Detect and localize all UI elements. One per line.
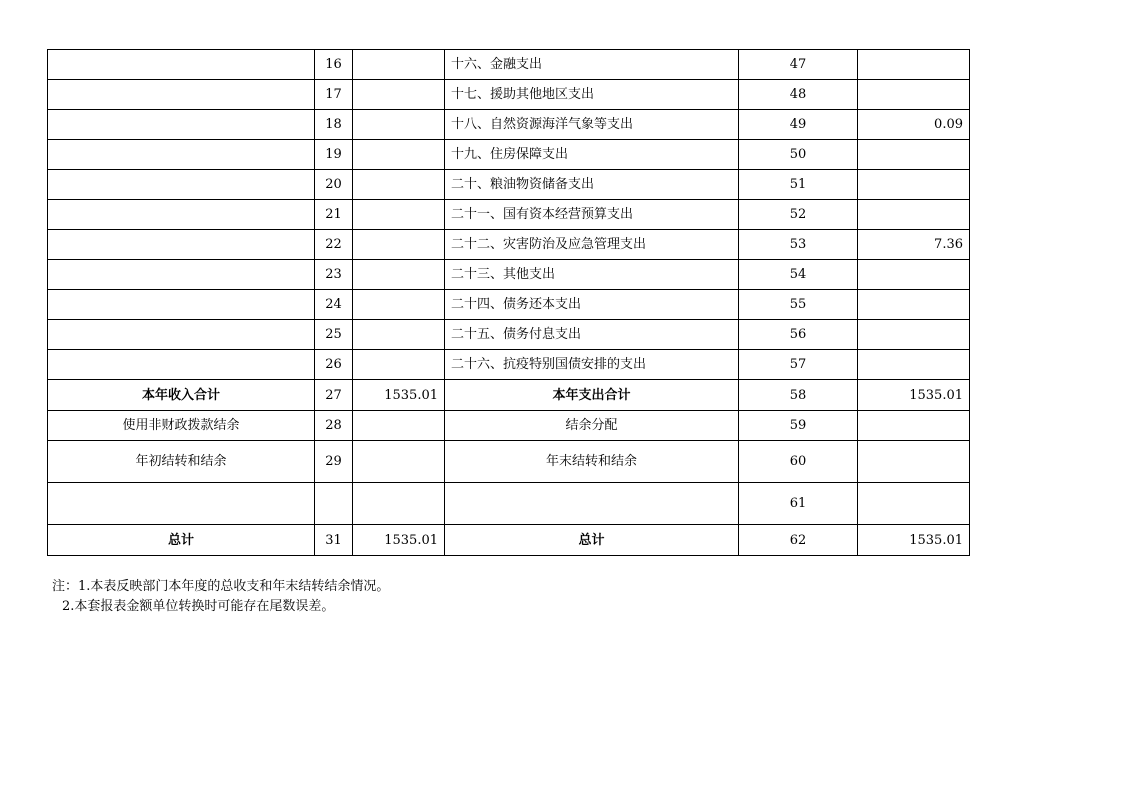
expenditure-row-number: 47 (739, 50, 858, 80)
expenditure-row-number: 50 (739, 140, 858, 170)
expenditure-row-number: 61 (739, 483, 858, 525)
income-amount (353, 320, 445, 350)
expenditure-item-label: 二十四、债务还本支出 (445, 290, 739, 320)
table-row (48, 170, 970, 200)
income-row-number: 24 (315, 290, 353, 320)
expenditure-row-number: 54 (739, 260, 858, 290)
table-row (48, 50, 970, 80)
blank-row (48, 483, 970, 525)
income-subtotal-amount: 1535.01 (353, 380, 445, 411)
carryover-row (48, 441, 970, 483)
table-row (48, 110, 970, 140)
income-row-number: 27 (315, 380, 353, 411)
expenditure-item-label: 二十六、抗疫特别国债安排的支出 (445, 350, 739, 380)
income-amount-empty (353, 483, 445, 525)
income-amount (353, 350, 445, 380)
table-row (48, 140, 970, 170)
expenditure-amount (858, 80, 970, 110)
expenditure-item-label: 十八、自然资源海洋气象等支出 (445, 110, 739, 140)
expenditure-row-number: 62 (739, 525, 858, 556)
expenditure-amount: 7.36 (858, 230, 970, 260)
income-row-number: 22 (315, 230, 353, 260)
income-amount (353, 140, 445, 170)
expenditure-amount: 0.09 (858, 110, 970, 140)
income-row-number: 29 (315, 441, 353, 483)
income-item-label (48, 110, 315, 140)
income-row-number: 28 (315, 411, 353, 441)
table-row (48, 260, 970, 290)
income-row-number: 17 (315, 80, 353, 110)
income-item-label (48, 320, 315, 350)
income-subtotal-label: 本年收入合计 (48, 380, 315, 411)
income-row-number: 26 (315, 350, 353, 380)
expenditure-amount-empty (858, 483, 970, 525)
table-row (48, 200, 970, 230)
expenditure-amount (858, 50, 970, 80)
income-amount (353, 290, 445, 320)
table-body (48, 50, 970, 556)
income-item-label (48, 170, 315, 200)
subtotal-row (48, 380, 970, 411)
expenditure-subtotal-label: 本年支出合计 (445, 380, 739, 411)
note-line-2: 2.本套报表金额单位转换时可能存在尾数误差。 (62, 599, 335, 614)
income-item-label (48, 260, 315, 290)
expenditure-item-label: 二十三、其他支出 (445, 260, 739, 290)
surplus-distribution-label: 结余分配 (445, 411, 739, 441)
note-line-1: 注：1.本表反映部门本年度的总收支和年末结转结余情况。 (52, 579, 390, 594)
expenditure-amount (858, 320, 970, 350)
income-total-label: 总计 (48, 525, 315, 556)
expenditure-row-number: 53 (739, 230, 858, 260)
expenditure-item-label: 十九、住房保障支出 (445, 140, 739, 170)
closing-carryover-label: 年末结转和结余 (445, 441, 739, 483)
income-amount-empty (353, 441, 445, 483)
expenditure-amount-empty (858, 441, 970, 483)
income-row-number: 31 (315, 525, 353, 556)
expenditure-subtotal-amount: 1535.01 (858, 380, 970, 411)
expenditure-row-number: 56 (739, 320, 858, 350)
expenditure-item-label: 十七、援助其他地区支出 (445, 80, 739, 110)
expenditure-amount (858, 200, 970, 230)
table-row (48, 290, 970, 320)
expenditure-row-number: 58 (739, 380, 858, 411)
income-item-label (48, 290, 315, 320)
table-row (48, 230, 970, 260)
expenditure-row-number: 48 (739, 80, 858, 110)
expenditure-amount (858, 260, 970, 290)
income-amount (353, 110, 445, 140)
income-item-label (48, 50, 315, 80)
opening-carryover-label: 年初结转和结余 (48, 441, 315, 483)
expenditure-row-number: 60 (739, 441, 858, 483)
expenditure-total-label: 总计 (445, 525, 739, 556)
expenditure-amount (858, 350, 970, 380)
expenditure-amount (858, 170, 970, 200)
table-row (48, 320, 970, 350)
income-amount (353, 230, 445, 260)
income-amount (353, 200, 445, 230)
expenditure-item-label: 十六、金融支出 (445, 50, 739, 80)
expenditure-row-number: 57 (739, 350, 858, 380)
income-item-label (48, 200, 315, 230)
income-expenditure-table (47, 49, 970, 556)
expenditure-item-label: 二十二、灾害防治及应急管理支出 (445, 230, 739, 260)
income-row-number: 25 (315, 320, 353, 350)
income-amount (353, 170, 445, 200)
income-total-amount: 1535.01 (353, 525, 445, 556)
income-row-number: 20 (315, 170, 353, 200)
expenditure-row-number: 55 (739, 290, 858, 320)
income-label-empty (48, 483, 315, 525)
expenditure-row-number: 59 (739, 411, 858, 441)
expenditure-amount (858, 290, 970, 320)
non-fiscal-balance-row (48, 411, 970, 441)
income-amount-empty (353, 411, 445, 441)
income-row-number: 18 (315, 110, 353, 140)
income-row-number: 19 (315, 140, 353, 170)
income-row-number: 21 (315, 200, 353, 230)
income-amount (353, 50, 445, 80)
income-item-label (48, 80, 315, 110)
expenditure-amount (858, 140, 970, 170)
income-amount (353, 260, 445, 290)
expenditure-total-amount: 1535.01 (858, 525, 970, 556)
income-item-label (48, 350, 315, 380)
table-row (48, 350, 970, 380)
total-row (48, 525, 970, 556)
income-item-label (48, 230, 315, 260)
expenditure-row-number: 51 (739, 170, 858, 200)
expenditure-item-label: 二十一、国有资本经营预算支出 (445, 200, 739, 230)
expenditure-item-label: 二十、粮油物资储备支出 (445, 170, 739, 200)
expenditure-label-empty (445, 483, 739, 525)
expenditure-row-number: 52 (739, 200, 858, 230)
income-row-number-empty (315, 483, 353, 525)
income-row-number: 23 (315, 260, 353, 290)
table-notes (52, 577, 389, 617)
table-row (48, 80, 970, 110)
non-fiscal-balance-label: 使用非财政拨款结余 (48, 411, 315, 441)
income-item-label (48, 140, 315, 170)
expenditure-row-number: 49 (739, 110, 858, 140)
expenditure-amount-empty (858, 411, 970, 441)
expenditure-item-label: 二十五、债务付息支出 (445, 320, 739, 350)
income-row-number: 16 (315, 50, 353, 80)
income-amount (353, 80, 445, 110)
